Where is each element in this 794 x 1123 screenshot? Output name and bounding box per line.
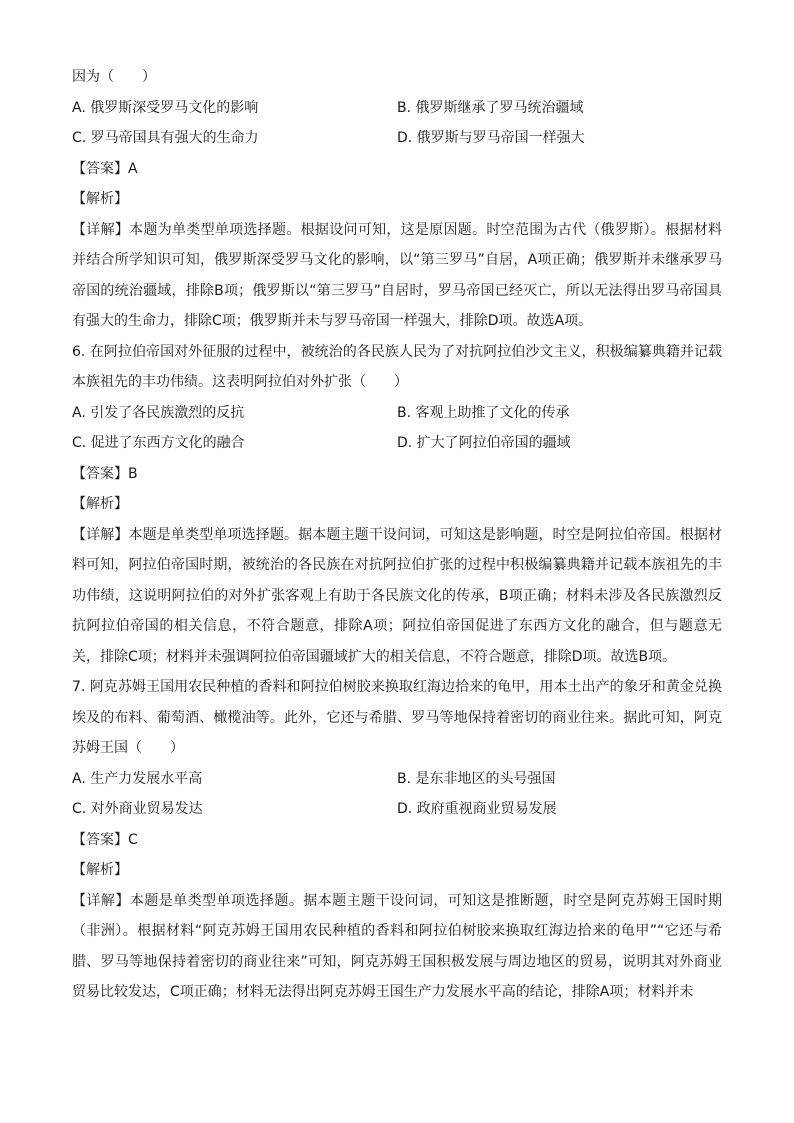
- q7-options-row-1: [72, 764, 722, 795]
- q5-analysis-label: 【解析】: [72, 191, 128, 207]
- q6-option-d: D. 扩大了阿拉伯帝国的疆域: [397, 435, 571, 451]
- q6-options-row-1: [72, 398, 722, 429]
- q5-options-row-2: [72, 123, 722, 154]
- q7-answer: 【答案】C: [72, 831, 138, 848]
- q5-option-c: C. 罗马帝国具有强大的生命力: [72, 130, 259, 146]
- q5-option-b: B. 俄罗斯继承了罗马统治疆域: [397, 99, 584, 116]
- q6-detail: 【详解】本题是单类型单项选择题。据本题主题干设问词，可知这是影响题，时空是阿拉伯帝国。根据材料可知，阿拉伯帝国时期，被统治的各民族在对抗阿拉伯扩张的过程中积极编纂典籍并记载本族祖先的丰功伟绩，这说明阿拉伯的对外扩张客观上有助于各民族文化的传承，B项正确；材料未涉及各民族激烈反抗阿拉伯帝国的相关信息，不符合题意，排除A项；阿拉伯帝国促进了东西方文化的融合，但与题意无关，排除C项；材料并未强调阿拉伯帝国疆域扩大的相关信息，不符合题意，排除D项。故选B项。: [72, 526, 722, 665]
- q7-options-row-2: [72, 794, 722, 825]
- q7-option-d: D. 政府重视商业贸易发展: [397, 801, 557, 817]
- q7-analysis-label: 【解析】: [72, 862, 128, 878]
- q6-analysis-label: 【解析】: [72, 496, 128, 512]
- q5-options-row-1: [72, 93, 722, 124]
- q7-stem: 7. 阿克苏姆王国用农民种植的香料和阿拉伯树胶来换取红海边拾来的龟甲，用本土出产的象牙和黄金兑换埃及的布料、葡萄酒、橄榄油等。此外，它还与希腊、罗马等地保持着密切的商业往来。据此可知，阿克苏姆王国（ ）: [72, 679, 722, 756]
- q6-option-b: B. 客观上助推了文化的传承: [397, 404, 570, 421]
- q5-answer: 【答案】A: [72, 160, 138, 177]
- q5-option-d: D. 俄罗斯与罗马帝国一样强大: [397, 130, 585, 146]
- q6-option-a: A. 引发了各民族激烈的反抗: [72, 404, 245, 421]
- q7-detail: 【详解】本题是单类型单项选择题。据本题主题干设问词，可知这是推断题，时空是阿克苏姆王国时期（非洲）。根据材料“阿克苏姆王国用农民种植的香料和阿拉伯树胶来换取红海边拾来的龟甲”“它还与希腊、罗马等地保持着密切的商业往来”可知，阿克苏姆王国积极发展与周边地区的贸易，说明其对外商业贸易比较发达，C项正确；材料无法得出阿克苏姆王国生产力发展水平高的结论，排除A项；材料并未: [72, 892, 722, 1000]
- q5-option-a: A. 俄罗斯深受罗马文化的影响: [72, 99, 259, 116]
- q7-option-a: A. 生产力发展水平高: [72, 770, 203, 787]
- q6-answer: 【答案】B: [72, 465, 138, 482]
- q7-option-b: B. 是东非地区的头号强国: [397, 770, 556, 787]
- q6-options-row-2: [72, 428, 722, 459]
- q6-stem: 6. 在阿拉伯帝国对外征服的过程中，被统治的各民族人民为了对抗阿拉伯沙文主义，积极编纂典籍并记载本族祖先的丰功伟绩。这表明阿拉伯对外扩张（ ）: [72, 343, 722, 390]
- q5-detail: 【详解】本题为单类型单项选择题。根据设问可知，这是原因题。时空范围为古代（俄罗斯）。根据材料并结合所学知识可知，俄罗斯深受罗马文化的影响，以“第三罗马”自居，A项正确；俄罗斯并未继承罗马帝国的统治疆域，排除B项；俄罗斯以“第三罗马”自居时，罗马帝国已经灭亡，所以无法得出罗马帝国具有强大的生命力，排除C项；俄罗斯并未与罗马帝国一样强大，排除D项。故选A项。: [72, 221, 722, 329]
- q7-option-c: C. 对外商业贸易发达: [72, 801, 203, 817]
- q6-option-c: C. 促进了东西方文化的融合: [72, 435, 245, 451]
- q5-stem-tail: 因为（ ）: [72, 69, 156, 85]
- document-page: [72, 62, 722, 1008]
